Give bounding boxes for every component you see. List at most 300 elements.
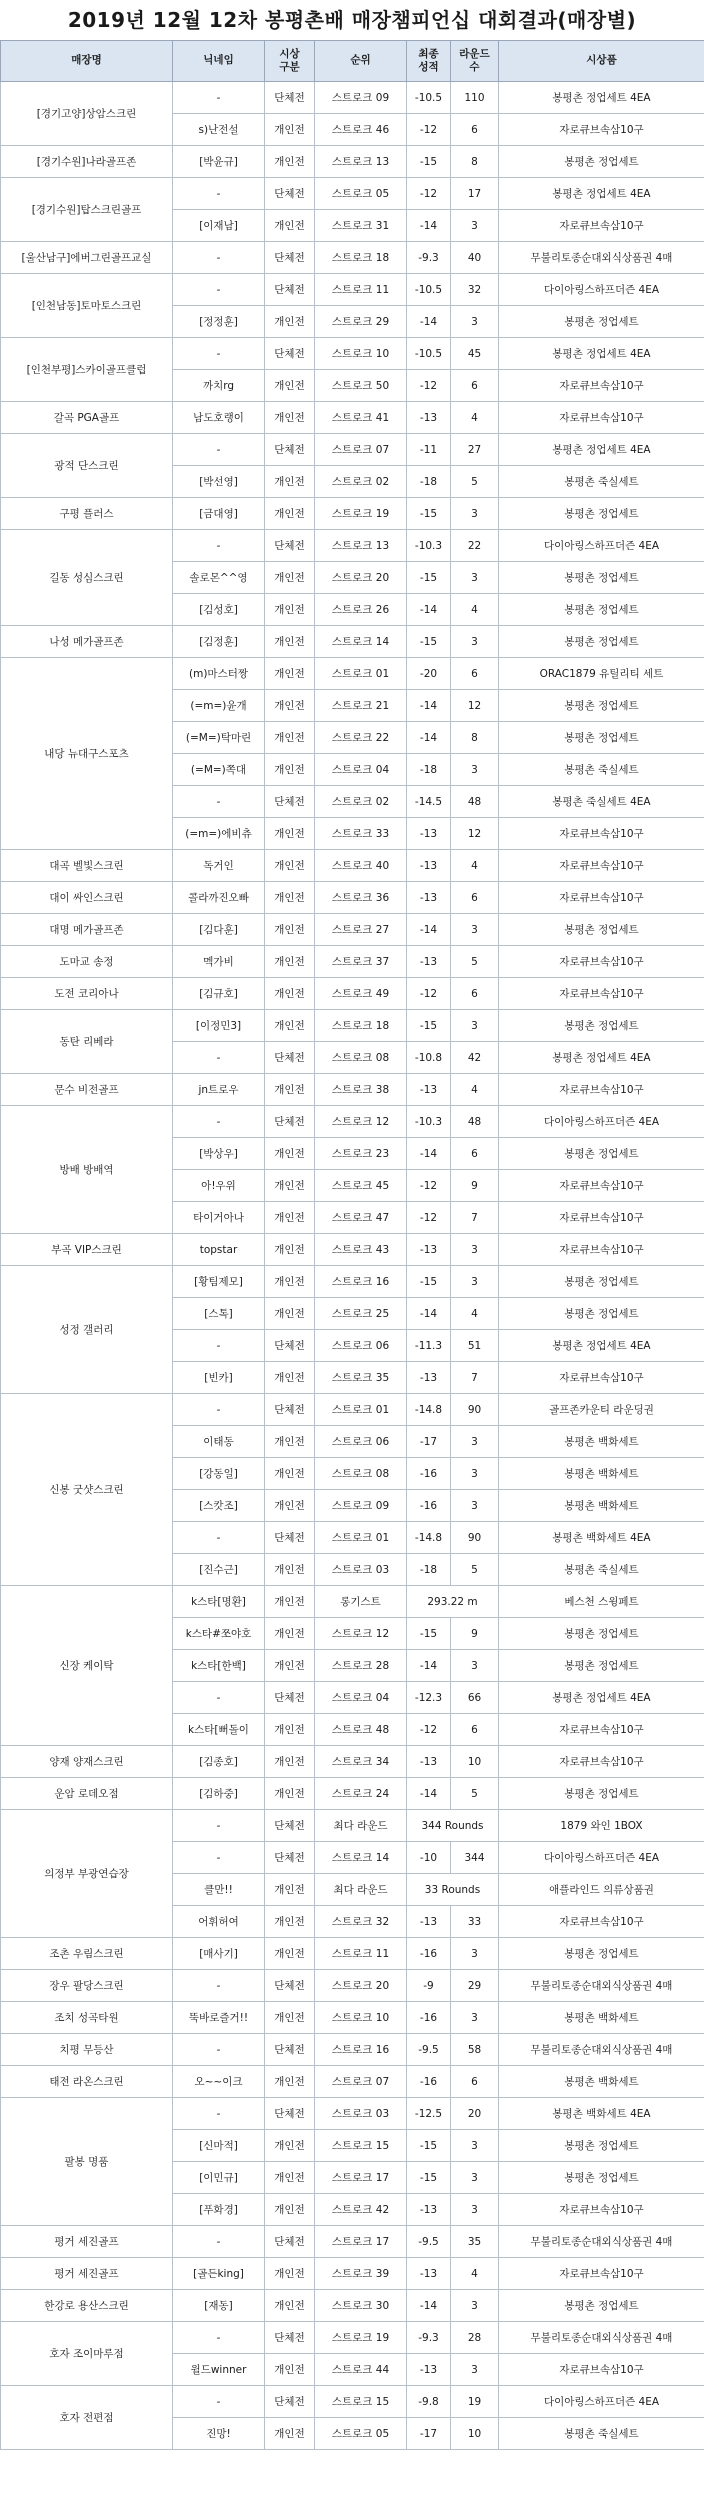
header-nickname (173, 41, 265, 82)
rank: 스트로크 19 (315, 498, 407, 530)
table-row (1, 2002, 704, 2034)
prize: 봉평촌 정업세트 (499, 722, 704, 754)
rounds: 3 (451, 1938, 499, 1970)
award-type: 개인전 (265, 114, 315, 146)
award-type: 개인전 (265, 626, 315, 658)
nickname: - (173, 178, 265, 210)
prize: 자로큐브속삼10구 (499, 1714, 704, 1746)
table-row (1, 1810, 704, 1842)
prize: 자로큐브속삼10구 (499, 1202, 704, 1234)
final-score: -15 (407, 562, 451, 594)
final-score: -9.3 (407, 242, 451, 274)
store-name: 호자 전편점 (1, 2386, 173, 2450)
award-type: 개인전 (265, 2194, 315, 2226)
prize: 자로큐브속삼10구 (499, 978, 704, 1010)
rank: 스트로크 10 (315, 2002, 407, 2034)
rank: 스트로크 31 (315, 210, 407, 242)
award-type: 개인전 (265, 1202, 315, 1234)
prize: 봉평촌 정업세트 (499, 594, 704, 626)
prize: 봉평촌 정업세트 (499, 1618, 704, 1650)
nickname: 타이거아나 (173, 1202, 265, 1234)
nickname: [금대영] (173, 498, 265, 530)
award-type: 개인전 (265, 1650, 315, 1682)
rounds: 3 (451, 914, 499, 946)
award-type: 개인전 (265, 2418, 315, 2450)
nickname: [황팀제모] (173, 1266, 265, 1298)
rounds: 40 (451, 242, 499, 274)
rounds: 48 (451, 786, 499, 818)
final-score: -16 (407, 1458, 451, 1490)
rank: 스트로크 12 (315, 1618, 407, 1650)
rounds: 3 (451, 1490, 499, 1522)
prize: 다이아링스하프더즌 4EA (499, 2386, 704, 2418)
nickname: [이정민3] (173, 1010, 265, 1042)
store-name: [울산남구]에버그린골프교실 (1, 242, 173, 274)
rank: 스트로크 40 (315, 850, 407, 882)
rank: 스트로크 08 (315, 1458, 407, 1490)
final-score: -10.3 (407, 1106, 451, 1138)
nickname: k스타[한백] (173, 1650, 265, 1682)
prize: 자로큐브속삼10구 (499, 2194, 704, 2226)
nickname: 독거인 (173, 850, 265, 882)
rank: 최다 라운드 (315, 1874, 407, 1906)
merged-result: 293.22 m (407, 1586, 499, 1618)
award-type: 개인전 (265, 2002, 315, 2034)
nickname: - (173, 274, 265, 306)
header-label: 닉네임 (203, 54, 234, 67)
final-score: -14 (407, 594, 451, 626)
table-row (1, 1394, 704, 1426)
award-type: 단체전 (265, 434, 315, 466)
nickname: [스톡] (173, 1298, 265, 1330)
store-name: 도마교 송정 (1, 946, 173, 978)
rank: 스트로크 10 (315, 338, 407, 370)
store-name: [경기수원]나라골프존 (1, 146, 173, 178)
nickname: topstar (173, 1234, 265, 1266)
award-type: 개인전 (265, 722, 315, 754)
award-type: 단체전 (265, 786, 315, 818)
store-name: 대곡 벨빛스크린 (1, 850, 173, 882)
rounds: 3 (451, 2354, 499, 2386)
nickname: s)난전설 (173, 114, 265, 146)
rounds: 28 (451, 2322, 499, 2354)
rounds: 3 (451, 1010, 499, 1042)
prize: 봉평촌 정업세트 (499, 2162, 704, 2194)
final-score: -14.5 (407, 786, 451, 818)
rank: 스트로크 06 (315, 1330, 407, 1362)
final-score: -17 (407, 1426, 451, 1458)
nickname: 아!우위 (173, 1170, 265, 1202)
store-name: 내당 뉴대구스포츠 (1, 658, 173, 850)
prize: 봉평촌 백화세트 (499, 1426, 704, 1458)
award-type: 개인전 (265, 146, 315, 178)
award-type: 개인전 (265, 1362, 315, 1394)
award-type: 단체전 (265, 274, 315, 306)
nickname: (=M=)탁마린 (173, 722, 265, 754)
nickname: - (173, 1394, 265, 1426)
table-row (1, 658, 704, 690)
final-score: -15 (407, 498, 451, 530)
prize: 봉평촌 정업세트 (499, 690, 704, 722)
store-name: 한강로 용산스크린 (1, 2290, 173, 2322)
award-type: 단체전 (265, 338, 315, 370)
table-row (1, 2098, 704, 2130)
rank: 스트로크 17 (315, 2162, 407, 2194)
award-type: 단체전 (265, 1970, 315, 2002)
final-score: -10.5 (407, 338, 451, 370)
rank: 스트로크 04 (315, 1682, 407, 1714)
prize: 자로큐브속삼10구 (499, 1074, 704, 1106)
rounds: 6 (451, 882, 499, 914)
rank: 스트로크 06 (315, 1426, 407, 1458)
nickname: [김규호] (173, 978, 265, 1010)
table-row (1, 1074, 704, 1106)
final-score: -14 (407, 914, 451, 946)
merged-result: 344 Rounds (407, 1810, 499, 1842)
rank: 스트로크 01 (315, 1394, 407, 1426)
award-type: 개인전 (265, 850, 315, 882)
award-type: 개인전 (265, 2290, 315, 2322)
award-type: 개인전 (265, 2258, 315, 2290)
award-type: 개인전 (265, 1074, 315, 1106)
page-title: 2019년 12월 12차 봉평촌배 매장챔피언십 대회결과(매장별) (67, 8, 637, 32)
rounds: 6 (451, 658, 499, 690)
prize: 봉평촌 백화세트 (499, 2066, 704, 2098)
prize: 골프존카운티 라운딩권 (499, 1394, 704, 1426)
prize: 봉평촌 정업세트 (499, 1266, 704, 1298)
final-score: -9.3 (407, 2322, 451, 2354)
store-name: 조촌 우림스크린 (1, 1938, 173, 1970)
rounds: 4 (451, 1298, 499, 1330)
final-score: -9.8 (407, 2386, 451, 2418)
prize: 봉평촌 정업세트 4EA (499, 178, 704, 210)
prize: 봉평촌 정업세트 4EA (499, 1330, 704, 1362)
nickname: [김종호] (173, 1746, 265, 1778)
rank: 스트로크 49 (315, 978, 407, 1010)
final-score: -12.5 (407, 2098, 451, 2130)
table-row (1, 978, 704, 1010)
header-prize (499, 41, 704, 82)
rounds: 5 (451, 1778, 499, 1810)
prize: 봉평촌 백화세트 (499, 2002, 704, 2034)
rank: 스트로크 01 (315, 1522, 407, 1554)
rounds: 3 (451, 626, 499, 658)
nickname: [골든king] (173, 2258, 265, 2290)
store-name: [경기고양]상암스크린 (1, 82, 173, 146)
rank: 스트로크 30 (315, 2290, 407, 2322)
award-type: 개인전 (265, 2162, 315, 2194)
nickname: [신마적] (173, 2130, 265, 2162)
store-name: 태전 라온스크린 (1, 2066, 173, 2098)
rounds: 7 (451, 1202, 499, 1234)
table-row (1, 2322, 704, 2354)
header-rank (315, 41, 407, 82)
final-score: -15 (407, 1266, 451, 1298)
store-name: 대명 메가골프존 (1, 914, 173, 946)
table-row (1, 242, 704, 274)
final-score: -12 (407, 1202, 451, 1234)
table-row (1, 146, 704, 178)
store-name: 운암 로데오점 (1, 1778, 173, 1810)
table-row (1, 1266, 704, 1298)
rounds: 4 (451, 1074, 499, 1106)
final-score: -12 (407, 178, 451, 210)
final-score: -14 (407, 1298, 451, 1330)
final-score: -10.8 (407, 1042, 451, 1074)
rounds: 32 (451, 274, 499, 306)
prize: 자로큐브속삼10구 (499, 1746, 704, 1778)
rounds: 22 (451, 530, 499, 562)
final-score: -16 (407, 1490, 451, 1522)
prize: 봉평촌 백화세트 4EA (499, 1522, 704, 1554)
prize: 봉평촌 정업세트 (499, 626, 704, 658)
rank: 스트로크 15 (315, 2130, 407, 2162)
prize: 봉평촌 정업세트 (499, 306, 704, 338)
rank: 스트로크 18 (315, 242, 407, 274)
rounds: 19 (451, 2386, 499, 2418)
final-score: -14 (407, 1650, 451, 1682)
rounds: 3 (451, 2130, 499, 2162)
award-type: 개인전 (265, 210, 315, 242)
final-score: -14 (407, 1778, 451, 1810)
rounds: 9 (451, 1618, 499, 1650)
award-type: 단체전 (265, 1842, 315, 1874)
final-score: -13 (407, 1906, 451, 1938)
store-name: [인천남동]토마토스크린 (1, 274, 173, 338)
final-score: -15 (407, 2162, 451, 2194)
rank: 스트로크 34 (315, 1746, 407, 1778)
prize: 자로큐브속삼10구 (499, 402, 704, 434)
nickname: [푸화경] (173, 2194, 265, 2226)
rank: 스트로크 46 (315, 114, 407, 146)
table-body (1, 82, 704, 2450)
final-score: -12 (407, 370, 451, 402)
rank: 스트로크 16 (315, 2034, 407, 2066)
prize: 봉평촌 죽실세트 4EA (499, 786, 704, 818)
rounds: 3 (451, 210, 499, 242)
prize: 봉평촌 백화세트 (499, 1458, 704, 1490)
prize: 자로큐브속삼10구 (499, 2354, 704, 2386)
award-type: 개인전 (265, 466, 315, 498)
rank: 스트로크 09 (315, 82, 407, 114)
store-name: [경기수원]탑스크린골프 (1, 178, 173, 242)
rounds: 3 (451, 306, 499, 338)
store-name: 방배 방배역 (1, 1106, 173, 1234)
rounds: 8 (451, 146, 499, 178)
final-score: -17 (407, 2418, 451, 2450)
rounds: 29 (451, 1970, 499, 2002)
rounds: 12 (451, 690, 499, 722)
rank: 스트로크 38 (315, 1074, 407, 1106)
final-score: -12 (407, 978, 451, 1010)
table-row (1, 1586, 704, 1618)
nickname: (m)마스터짱 (173, 658, 265, 690)
rank: 스트로크 28 (315, 1650, 407, 1682)
rank: 스트로크 11 (315, 1938, 407, 1970)
prize: 봉평촌 정업세트 4EA (499, 338, 704, 370)
store-name: 구평 플러스 (1, 498, 173, 530)
nickname: - (173, 1522, 265, 1554)
final-score: -18 (407, 1554, 451, 1586)
prize: 봉평촌 백화세트 4EA (499, 2098, 704, 2130)
award-type: 단체전 (265, 1682, 315, 1714)
nickname: - (173, 2098, 265, 2130)
final-score: -16 (407, 2066, 451, 2098)
final-score: -12 (407, 1170, 451, 1202)
nickname: [재동] (173, 2290, 265, 2322)
final-score: -9 (407, 1970, 451, 2002)
prize: 다이아링스하프더즌 4EA (499, 1842, 704, 1874)
header-label: 성적 (418, 61, 439, 73)
table-row (1, 2226, 704, 2258)
rank: 스트로크 05 (315, 178, 407, 210)
nickname: 멕가비 (173, 946, 265, 978)
store-name: 평거 세진골프 (1, 2226, 173, 2258)
store-name: 도전 코리아나 (1, 978, 173, 1010)
store-name: 신장 케이탁 (1, 1586, 173, 1746)
nickname: [김다훈] (173, 914, 265, 946)
award-type: 개인전 (265, 818, 315, 850)
award-type: 개인전 (265, 1138, 315, 1170)
final-score: -10.5 (407, 274, 451, 306)
table-row (1, 1234, 704, 1266)
rounds: 3 (451, 1426, 499, 1458)
prize: 자로큐브속삼10구 (499, 1234, 704, 1266)
rounds: 7 (451, 1362, 499, 1394)
table-row (1, 1746, 704, 1778)
award-type: 개인전 (265, 1458, 315, 1490)
store-name: 평거 세진골프 (1, 2258, 173, 2290)
rounds: 5 (451, 946, 499, 978)
rank: 스트로크 25 (315, 1298, 407, 1330)
prize: 자로큐브속삼10구 (499, 2258, 704, 2290)
table-row (1, 338, 704, 370)
final-score: -11.3 (407, 1330, 451, 1362)
table-row (1, 850, 704, 882)
prize: 자로큐브속삼10구 (499, 946, 704, 978)
rank: 스트로크 27 (315, 914, 407, 946)
final-score: -13 (407, 2194, 451, 2226)
final-score: -14 (407, 722, 451, 754)
prize: 무불리토종순대외식상품권 4매 (499, 1970, 704, 2002)
header-label: 최종 (418, 47, 439, 60)
nickname: (=m=)에비츄 (173, 818, 265, 850)
prize: 봉평촌 정업세트 (499, 2290, 704, 2322)
prize: 봉평촌 죽실세트 (499, 2418, 704, 2450)
table-row (1, 434, 704, 466)
nickname: 클만!! (173, 1874, 265, 1906)
rounds: 58 (451, 2034, 499, 2066)
prize: 자로큐브속삼10구 (499, 1362, 704, 1394)
store-name: 갈곡 PGA골프 (1, 402, 173, 434)
prize: 자로큐브속삼10구 (499, 818, 704, 850)
table-row (1, 1778, 704, 1810)
award-type: 개인전 (265, 594, 315, 626)
nickname: 어휘허여 (173, 1906, 265, 1938)
prize: 봉평촌 정업세트 (499, 1938, 704, 1970)
nickname: [김하중] (173, 1778, 265, 1810)
prize: 봉평촌 정업세트 (499, 2130, 704, 2162)
nickname: [진수근] (173, 1554, 265, 1586)
award-type: 개인전 (265, 498, 315, 530)
rounds: 110 (451, 82, 499, 114)
rank: 스트로크 04 (315, 754, 407, 786)
award-type: 개인전 (265, 1618, 315, 1650)
prize: 무불리토종순대외식상품권 4매 (499, 242, 704, 274)
final-score: -14 (407, 1138, 451, 1170)
rank: 스트로크 50 (315, 370, 407, 402)
nickname: - (173, 1842, 265, 1874)
award-type: 개인전 (265, 1714, 315, 1746)
rank: 스트로크 01 (315, 658, 407, 690)
rank: 스트로크 45 (315, 1170, 407, 1202)
rounds: 4 (451, 850, 499, 882)
table-row (1, 2034, 704, 2066)
rounds: 6 (451, 978, 499, 1010)
rounds: 6 (451, 1714, 499, 1746)
final-score: -18 (407, 466, 451, 498)
award-type: 개인전 (265, 306, 315, 338)
nickname: - (173, 434, 265, 466)
store-name: 나성 메가골프존 (1, 626, 173, 658)
nickname: - (173, 82, 265, 114)
nickname: - (173, 2034, 265, 2066)
nickname: - (173, 1330, 265, 1362)
store-name: 치평 무등산 (1, 2034, 173, 2066)
rank: 스트로크 20 (315, 1970, 407, 2002)
rank: 스트로크 17 (315, 2226, 407, 2258)
prize: 봉평촌 정업세트 (499, 1298, 704, 1330)
prize: 봉평촌 정업세트 (499, 914, 704, 946)
rank: 스트로크 48 (315, 1714, 407, 1746)
final-score: -13 (407, 1234, 451, 1266)
prize: 베스천 스윙페트 (499, 1586, 704, 1618)
rank: 스트로크 05 (315, 2418, 407, 2450)
rounds: 3 (451, 2162, 499, 2194)
final-score: -12 (407, 1714, 451, 1746)
award-type: 개인전 (265, 1426, 315, 1458)
nickname: 콜라까진오빠 (173, 882, 265, 914)
rounds: 3 (451, 1266, 499, 1298)
rounds: 27 (451, 434, 499, 466)
nickname: 이태동 (173, 1426, 265, 1458)
rank: 스트로크 41 (315, 402, 407, 434)
prize: 봉평촌 죽실세트 (499, 754, 704, 786)
final-score: -13 (407, 2258, 451, 2290)
rounds: 4 (451, 2258, 499, 2290)
prize: 다이아링스하프더즌 4EA (499, 274, 704, 306)
nickname: 오~~이크 (173, 2066, 265, 2098)
final-score: -13 (407, 882, 451, 914)
nickname: 솔로몬^^영 (173, 562, 265, 594)
prize: 자로큐브속삼10구 (499, 882, 704, 914)
rank: 스트로크 03 (315, 2098, 407, 2130)
award-type: 개인전 (265, 1554, 315, 1586)
rounds: 12 (451, 818, 499, 850)
rounds: 8 (451, 722, 499, 754)
rank: 스트로크 21 (315, 690, 407, 722)
header-label: 수 (469, 61, 480, 73)
award-type: 개인전 (265, 1778, 315, 1810)
award-type: 개인전 (265, 658, 315, 690)
prize: 봉평촌 정업세트 (499, 1778, 704, 1810)
award-type: 개인전 (265, 882, 315, 914)
prize: 자로큐브속삼10구 (499, 1906, 704, 1938)
prize: 자로큐브속삼10구 (499, 850, 704, 882)
rank: 스트로크 47 (315, 1202, 407, 1234)
prize: 봉평촌 정업세트 4EA (499, 434, 704, 466)
prize: 자로큐브속삼10구 (499, 210, 704, 242)
